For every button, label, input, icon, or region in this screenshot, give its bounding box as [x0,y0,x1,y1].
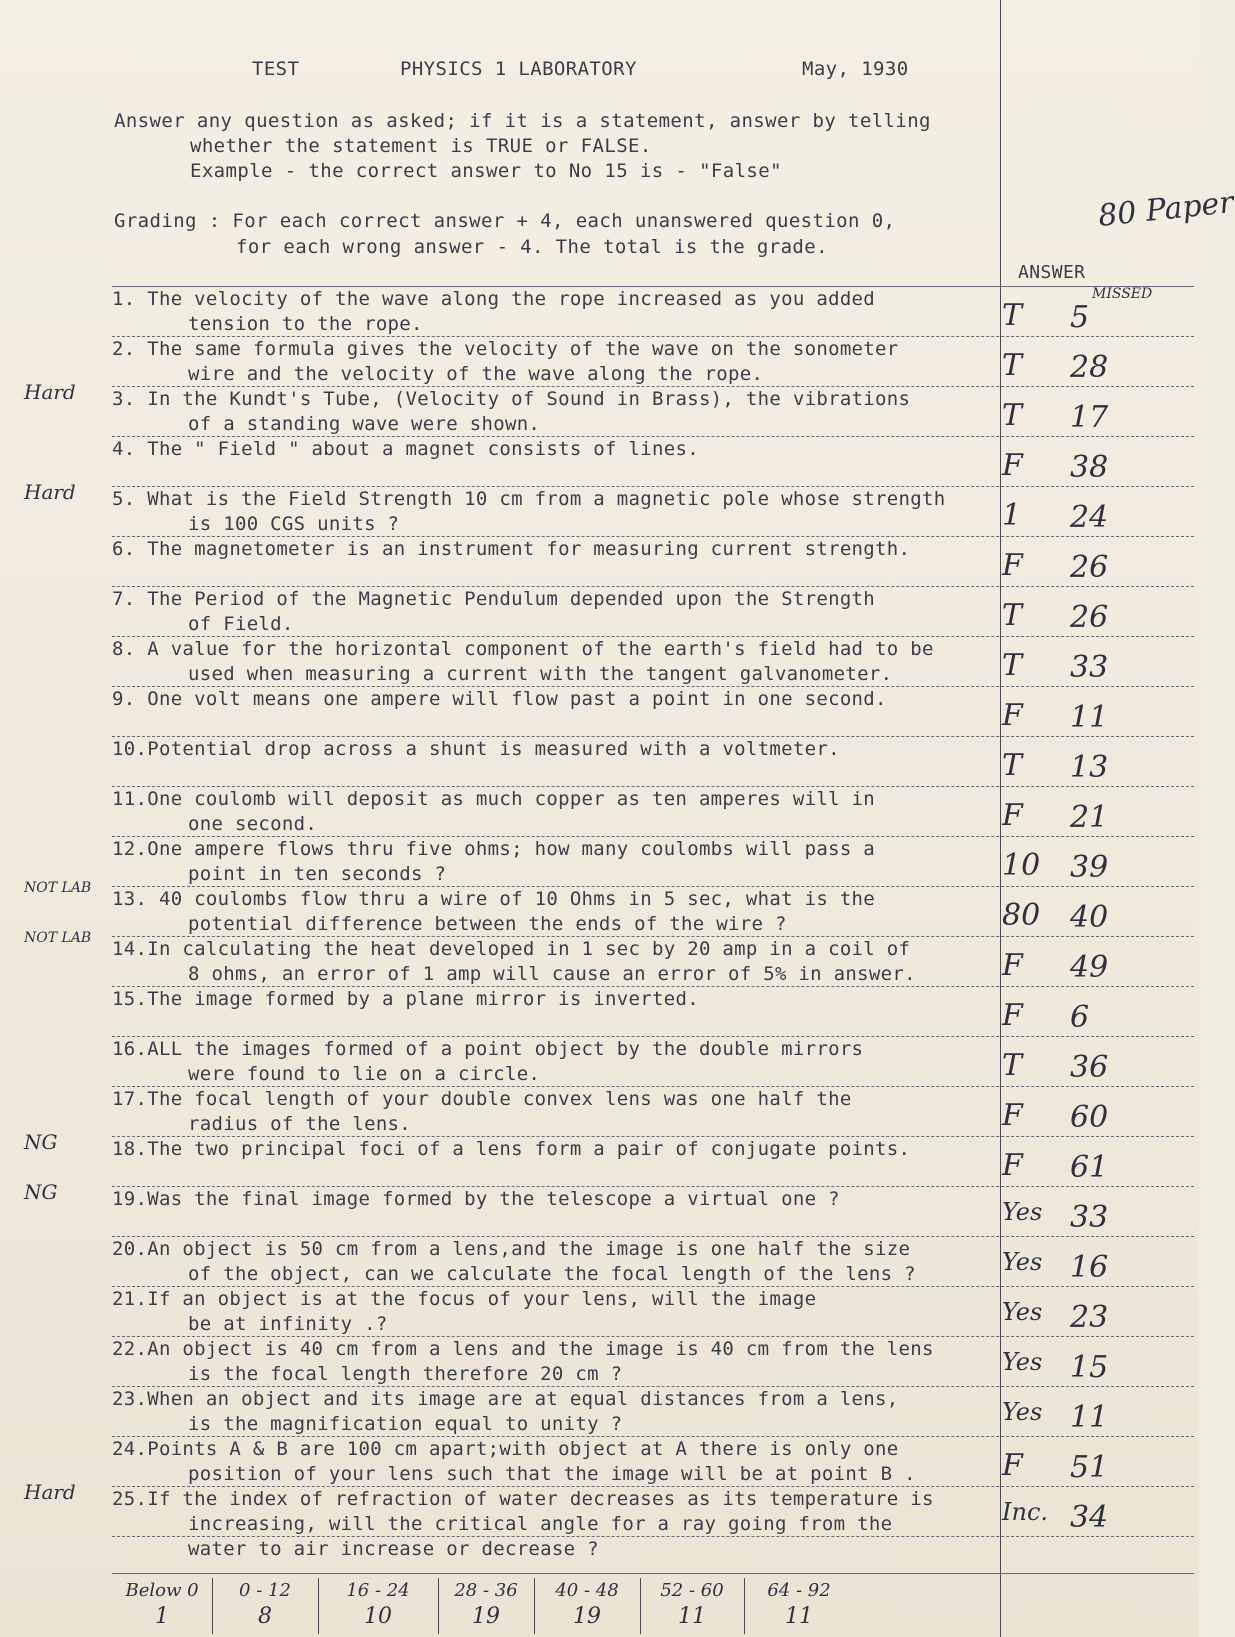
answer-value: F [1002,1148,1023,1183]
margin-note: Hard [24,480,76,504]
grade-bin-divider [438,1578,439,1634]
grade-range: 40 - 48 [555,1580,619,1601]
question-text-line: 23.When an object and its image are at equal distances from a lens, [112,1388,899,1410]
answer-value: T [1002,348,1023,383]
grade-bin-divider [640,1578,641,1634]
grade-range: 16 - 24 [346,1580,410,1601]
question-separator [112,886,1194,887]
question-separator [112,1536,1194,1537]
instructions-line-1: Answer any question as asked; if it is a statement, answer by telling [114,110,931,132]
grade-bin-divider [318,1578,319,1634]
question-text-line: 25.If the index of refraction of water decreases as its temperature is [112,1488,934,1510]
margin-note: NOT LAB [24,930,92,946]
missed-count: 11 [1070,700,1109,735]
grade-count: 11 [785,1604,813,1629]
answer-value: Yes [1002,1298,1043,1326]
missed-count: 11 [1070,1400,1109,1435]
answer-value: T [1002,748,1023,783]
grading-line-1: Grading : For each correct answer + 4, each unanswered question 0, [114,210,896,232]
question-separator [112,636,1194,637]
test-label: TEST [252,58,300,80]
question-separator [112,336,1194,337]
distribution-rule [112,1573,1194,1574]
question-separator [112,536,1194,537]
answer-value: 10 [1002,848,1041,883]
grade-range: 52 - 60 [660,1580,724,1601]
papers-count-note: 80 Paper [1096,185,1235,234]
missed-count: 38 [1070,450,1109,485]
answer-column-divider [1000,0,1001,1637]
question-separator [112,836,1194,837]
question-text-line: of a standing wave were shown. [188,413,541,435]
instructions-line-3: Example - the correct answer to No 15 is - "False" [190,160,782,182]
question-text-line: point in ten seconds ? [188,863,447,885]
grade-bin-divider [534,1578,535,1634]
missed-count: 33 [1070,650,1109,685]
answer-value: Inc. [1002,1498,1049,1526]
question-text-line: 5. What is the Field Strength 10 cm from a magnetic pole whose strength [112,488,946,510]
missed-count: 24 [1070,500,1109,535]
question-text-line: tension to the rope. [188,313,423,335]
grade-count: 19 [573,1604,601,1629]
missed-count: 13 [1070,750,1109,785]
question-separator [112,1036,1194,1037]
question-separator [112,1236,1194,1237]
question-text-line: 3. In the Kundt's Tube, (Velocity of Sound in Brass), the vibrations [112,388,911,410]
question-separator [112,436,1194,437]
answer-value: F [1002,448,1023,483]
question-text-line: of the object, can we calculate the focal length of the lens ? [188,1263,916,1285]
question-separator [112,386,1194,387]
question-text-line: 15.The image formed by a plane mirror is inverted. [112,988,699,1010]
question-separator [112,486,1194,487]
question-text-line: 19.Was the final image formed by the telescope a virtual one ? [112,1188,840,1210]
test-date: May, 1930 [802,58,909,80]
question-text-line: 20.An object is 50 cm from a lens,and the image is one half the size [112,1238,911,1260]
answer-value: T [1002,298,1023,333]
missed-count: 61 [1070,1150,1109,1185]
question-text-line: 22.An object is 40 cm from a lens and the image is 40 cm from the lens [112,1338,934,1360]
missed-count: 60 [1070,1100,1109,1135]
course-title: PHYSICS 1 LABORATORY [400,58,637,80]
grade-range: 28 - 36 [454,1580,518,1601]
question-text-line: 16.ALL the images formed of a point object by the double mirrors [112,1038,864,1060]
answer-value: F [1002,998,1023,1033]
question-text-line: 24.Points A & B are 100 cm apart;with object at A there is only one [112,1438,899,1460]
grade-bin-divider [212,1578,213,1634]
grade-bin-divider [744,1578,745,1634]
missed-count: 15 [1070,1350,1109,1385]
question-text-line: 17.The focal length of your double convex lens was one half the [112,1088,852,1110]
question-text-line: be at infinity .? [188,1313,388,1335]
question-text-line: is the magnification equal to unity ? [188,1413,623,1435]
missed-count: 49 [1070,950,1109,985]
answer-value: F [1002,698,1023,733]
question-separator [112,1186,1194,1187]
answer-value: F [1002,1448,1023,1483]
question-separator [112,1436,1194,1437]
missed-count: 33 [1070,1200,1109,1235]
question-text-line: wire and the velocity of the wave along the rope. [188,363,764,385]
missed-count: 5 [1070,300,1090,335]
grading-line-2: for each wrong answer - 4. The total is the grade. [236,236,828,258]
missed-count: 40 [1070,900,1109,935]
answer-value: Yes [1002,1348,1043,1376]
missed-count: 34 [1070,1500,1109,1535]
missed-count: 26 [1070,600,1109,635]
missed-count: 6 [1070,1000,1090,1035]
grade-count: 19 [472,1604,500,1629]
answer-value: F [1002,1098,1023,1133]
question-text-line: 11.One coulomb will deposit as much copper as ten amperes will in [112,788,876,810]
answer-column-header: ANSWER [1018,262,1086,283]
question-text-line: radius of the lens. [188,1113,412,1135]
question-text-line: position of your lens such that the image will be at point B . [188,1463,916,1485]
question-text-line: 2. The same formula gives the velocity of the wave on the sonometer [112,338,899,360]
question-separator [112,1336,1194,1337]
answer-value: T [1002,598,1023,633]
grade-count: 1 [155,1604,169,1629]
answer-value: T [1002,1048,1023,1083]
question-text-line: used when measuring a current with the tangent galvanometer. [188,663,893,685]
answer-value: 80 [1002,898,1041,933]
question-text-line: one second. [188,813,318,835]
margin-note: Hard [24,380,76,404]
question-text-line: potential difference between the ends of the wire ? [188,913,787,935]
missed-count: 26 [1070,550,1109,585]
question-text-line: 12.One ampere flows thru five ohms; how many coulombs will pass a [112,838,876,860]
question-text-line: 7. The Period of the Magnetic Pendulum depended upon the Strength [112,588,876,610]
missed-count: 51 [1070,1450,1109,1485]
header-rule [112,286,1194,287]
answer-value: 1 [1002,498,1022,533]
question-text-line: 8. A value for the horizontal component of the earth's field had to be [112,638,934,660]
question-text-line: 4. The " Field " about a magnet consists of lines. [112,438,699,460]
question-text-line: 10.Potential drop across a shunt is measured with a voltmeter. [112,738,840,760]
question-text-line: 1. The velocity of the wave along the rope increased as you added [112,288,876,310]
answer-value: F [1002,798,1023,833]
question-separator [112,786,1194,787]
missed-count: 28 [1070,350,1109,385]
question-separator [112,1286,1194,1287]
missed-column-header: MISSED [1092,286,1153,302]
question-text-line: increasing, will the critical angle for a ray going from the [188,1513,893,1535]
question-text-line: is the focal length therefore 20 cm ? [188,1363,623,1385]
margin-note: Hard [24,1480,76,1504]
answer-value: Yes [1002,1248,1043,1276]
question-separator [112,1086,1194,1087]
grade-range: Below 0 [125,1580,199,1601]
question-separator [112,986,1194,987]
missed-count: 39 [1070,850,1109,885]
grade-count: 11 [678,1604,706,1629]
missed-count: 17 [1070,400,1109,435]
grade-range: 64 - 92 [767,1580,831,1601]
question-separator [112,936,1194,937]
missed-count: 23 [1070,1300,1109,1335]
question-text-line: water to air increase or decrease ? [188,1538,599,1560]
question-separator [112,586,1194,587]
answer-value: F [1002,548,1023,583]
answer-value: Yes [1002,1398,1043,1426]
question-text-line: of Field. [188,613,294,635]
margin-note: NG [24,1180,58,1204]
answer-value: F [1002,948,1023,983]
question-separator [112,1386,1194,1387]
grade-count: 8 [258,1604,272,1629]
question-text-line: 13. 40 coulombs flow thru a wire of 10 Ohms in 5 sec, what is the [112,888,876,910]
question-separator [112,736,1194,737]
missed-count: 16 [1070,1250,1109,1285]
question-text-line: were found to lie on a circle. [188,1063,541,1085]
margin-note: NG [24,1130,58,1154]
question-text-line: 9. One volt means one ampere will flow past a point in one second. [112,688,887,710]
question-text-line: 18.The two principal foci of a lens form a pair of conjugate points. [112,1138,911,1160]
question-text-line: 6. The magnetometer is an instrument for measuring current strength. [112,538,911,560]
question-text-line: 14.In calculating the heat developed in 1 sec by 20 amp in a coil of [112,938,911,960]
missed-count: 36 [1070,1050,1109,1085]
instructions-line-2: whether the statement is TRUE or FALSE. [190,135,652,157]
grade-count: 10 [364,1604,392,1629]
answer-value: T [1002,648,1023,683]
margin-note: NOT LAB [24,880,92,896]
answer-value: T [1002,398,1023,433]
question-text-line: 8 ohms, an error of 1 amp will cause an error of 5% in answer. [188,963,916,985]
answer-value: Yes [1002,1198,1043,1226]
question-separator [112,1486,1194,1487]
missed-count: 21 [1070,800,1109,835]
question-separator [112,686,1194,687]
question-separator [112,1136,1194,1137]
question-text-line: is 100 CGS units ? [188,513,400,535]
grade-range: 0 - 12 [239,1580,291,1601]
question-text-line: 21.If an object is at the focus of your lens, will the image [112,1288,817,1310]
